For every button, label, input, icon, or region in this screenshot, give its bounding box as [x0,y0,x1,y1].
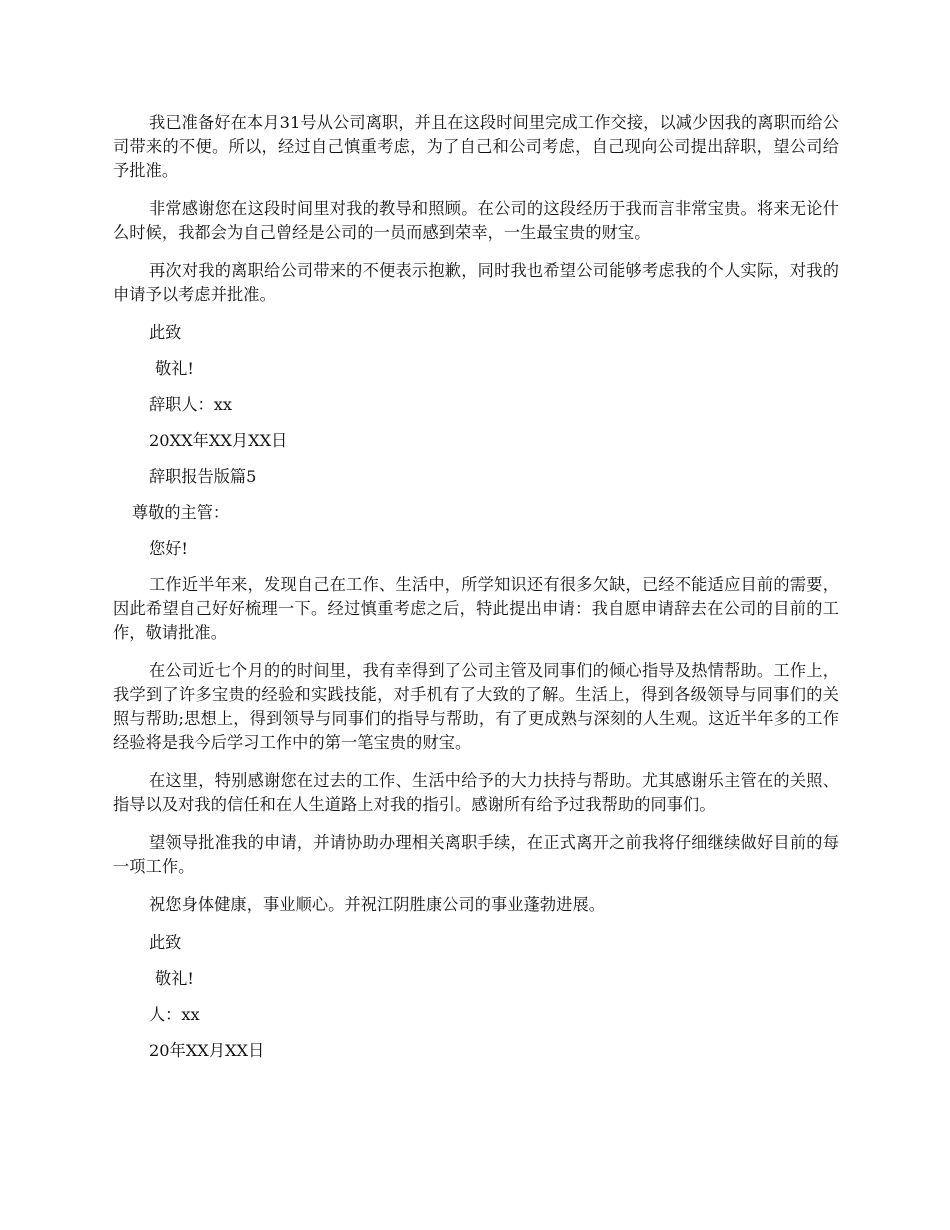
paragraph: 工作近半年来，发现自己在工作、生活中，所学知识还有很多欠缺，已经不能适应目前的需要，因此希望自己好好梳理一下。经过慎重考虑之后，特此提出申请：我自愿申请辞去在公司的目前的工作，敬请批准。 [113,575,839,642]
date-line: 20年XX月XX日 [149,1041,265,1060]
paragraph: 在公司近七个月的的时间里，我有幸得到了公司主管及同事们的倾心指导及热情帮助。工作上，我学到了许多宝贵的经验和实践技能，对手机有了大致的了解。生活上，得到各级领导与同事们的关照与帮助;思想上，得到领导与同事们的指导与帮助，有了更成熟与深刻的人生观。这近半年多的工作经验将是我今后学习工作中的第一笔宝贵的财宝。 [113,661,839,752]
closing-line: 此致 [149,933,182,952]
date-line: 20XX年XX月XX日 [149,431,288,450]
document-page [113,111,839,1075]
paragraph: 非常感谢您在这段时间里对我的教导和照顾。在公司的这段经历于我而言非常宝贵。将来无论什么时候，我都会为自己曾经是公司的一员而感到荣幸，一生最宝贵的财宝。 [113,199,839,242]
paragraph: 我已准备好在本月31号从公司离职，并且在这段时间里完成工作交接，以减少因我的离职而给公司带来的不便。所以，经过自己慎重考虑，为了自己和公司考虑，自己现向公司提出辞职，望公司给予批准。 [113,113,839,180]
paragraph: 再次对我的离职给公司带来的不便表示抱歉，同时我也希望公司能够考虑我的个人实际，对我的申请予以考虑并批准。 [113,261,839,304]
paragraph: 在这里，特别感谢您在过去的工作、生活中给予的大力扶持与帮助。尤其感谢乐主管在的关照、指导以及对我的信任和在人生道路上对我的指引。感谢所有给予过我帮助的同事们。 [113,771,839,814]
greeting-line: 您好! [149,539,188,558]
paragraph: 祝您身体健康，事业顺心。并祝江阴胜康公司的事业蓬勃进展。 [149,895,606,914]
signer-line: 人：xx [149,1005,200,1024]
salute-line: 敬礼! [155,359,194,378]
paragraph: 望领导批准我的申请，并请协助办理相关离职手续，在正式离开之前我将仔细继续做好目前的每一项工作。 [113,833,839,876]
recipient-line: 尊敬的主管： [132,503,230,522]
salute-line: 敬礼! [155,969,194,988]
closing-line: 此致 [149,323,182,342]
signer-line: 辞职人：xx [149,395,233,414]
section-heading: 辞职报告版篇5 [149,467,257,486]
